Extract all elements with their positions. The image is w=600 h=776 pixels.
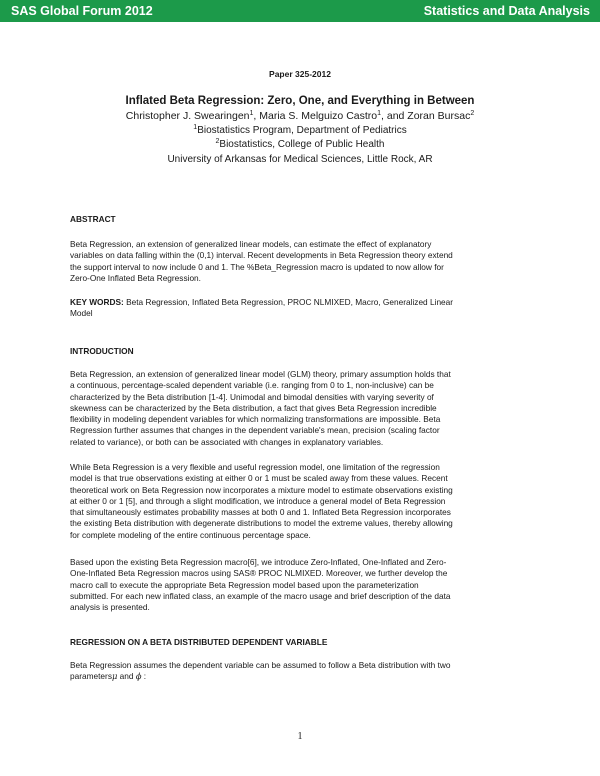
author-affiliation-mark: 1: [249, 110, 254, 117]
text-line: macro call to execute the appropriate Beta Regression model based upon the parameterization: [70, 579, 419, 590]
text-line: model is that true observations existing at either 0 or 1 must be scaled away from these values. Recent: [70, 473, 448, 484]
phi-symbol: ϕ: [135, 671, 142, 682]
text-line: [70, 297, 530, 308]
author-name: , Maria S. Melguizo Castro: [253, 110, 378, 122]
text-line: variables on data falling within the (0,1) interval. Recent developments in Beta Regression theory extend: [70, 250, 453, 261]
affiliation-text: Biostatistics Program, Department of Pediatrics: [197, 125, 407, 136]
section-name: Statistics and Data Analysis: [423, 4, 590, 18]
keywords-text: Beta Regression, Inflated Beta Regression, PROC NLMIXED, Macro, Generalized Linear: [123, 297, 454, 307]
regression-paragraph: [70, 660, 530, 683]
page-number: 1: [297, 731, 303, 742]
text-line: Beta Regression assumes the dependent variable can be assumed to follow a Beta distribution with two: [70, 660, 451, 670]
text-line: While Beta Regression is a very flexible and useful regression model, one limitation of the regression: [70, 462, 440, 472]
introduction-heading: INTRODUCTION: [70, 346, 134, 356]
abstract-paragraph: [70, 239, 530, 284]
header-banner: [0, 0, 600, 22]
text-segment: parameters: [70, 671, 112, 682]
author-name: Christopher J. Swearingen: [125, 110, 250, 122]
text-line: Beta Regression, an extension of generalized linear models, can estimate the effect of explanatory: [70, 239, 432, 249]
text-line: the existing Beta distribution with degenerate distributions to model the extreme values, thereby allowing: [70, 518, 453, 529]
abstract-heading: ABSTRACT: [70, 214, 116, 224]
text-line: for complete modeling of the entire continuous percentage space.: [70, 529, 311, 540]
text-line: Model: [70, 308, 93, 319]
author-affiliation-mark: 2: [470, 110, 475, 117]
text-line: a continuous, percentage-scaled dependent variable (i.e. ranging from 0 to 1, non-inclusive) can be: [70, 380, 434, 391]
affiliation-1: [0, 125, 600, 136]
text-line: [70, 671, 530, 682]
text-line: One-Inflated Beta Regression macros using SAS® PROC NLMIXED. Moreover, we further develop the: [70, 568, 448, 579]
affiliation-3: University of Arkansas for Medical Sciences, Little Rock, AR: [167, 154, 433, 165]
introduction-paragraph-3: [70, 557, 530, 613]
paper-number: Paper 325-2012: [269, 69, 331, 79]
text-line: theoretical work on Beta Regression now incorporates a mixture model to estimate observations existing: [70, 484, 453, 495]
text-line: characterized by the Beta distribution [1-4]. Unimodal and bimodal densities with varying severity of: [70, 391, 434, 402]
author-affiliation-mark: 1: [377, 110, 382, 117]
affiliation-mark: 1: [193, 124, 198, 131]
text-segment: and: [117, 671, 136, 682]
introduction-paragraph-2: [70, 462, 530, 541]
text-line: related to variance), or both can be associated with changes in explanatory variables.: [70, 436, 384, 447]
keywords-label: KEY WORDS:: [70, 297, 124, 307]
keywords-paragraph: [70, 297, 530, 320]
text-line: the support interval to now include 0 and 1. The %Beta_Regression macro is updated to now allow for: [70, 261, 444, 272]
text-line: that simultaneously estimates probability masses at both 0 and 1. Inflated Beta Regression incorporates: [70, 507, 451, 518]
affiliation-text: Biostatistics, College of Public Health: [219, 139, 385, 150]
text-line: Zero-One Inflated Beta Regression.: [70, 272, 201, 283]
introduction-paragraph-1: [70, 369, 530, 448]
text-line: Regression further assumes that changes in the dependent variable's mean, precision (scaling factor: [70, 425, 440, 436]
text-line: Beta Regression, an extension of generalized linear model (GLM) theory, primary assumption holds that: [70, 369, 451, 379]
author-name: , and Zoran Bursac: [381, 110, 471, 122]
text-line: analysis is presented.: [70, 602, 150, 613]
text-line: flexibility in modeling dependent variables for which normalizing transformations are impossible. Beta: [70, 414, 441, 425]
text-segment: :: [141, 671, 147, 682]
mu-symbol: μ: [111, 671, 118, 682]
text-line: submitted. For each new inflated class, an example of the macro usage and brief description of the data: [70, 590, 451, 601]
author-line: [0, 110, 600, 122]
text-line: at either 0 or 1 [5], and through a slight modification, we introduce a general model of Beta Regression: [70, 495, 446, 506]
text-line: Based upon the existing Beta Regression macro[6], we introduce Zero-Inflated, One-Inflated and Zero-: [70, 557, 447, 567]
affiliation-mark: 2: [215, 138, 220, 145]
paper-title: Inflated Beta Regression: Zero, One, and Everything in Between: [125, 95, 475, 107]
affiliation-2: [0, 139, 600, 150]
regression-heading: REGRESSION ON A BETA DISTRIBUTED DEPENDENT VARIABLE: [70, 637, 328, 647]
text-line: skewness can be characterized by the Beta distribution, a fact that gives Beta Regression incredible: [70, 402, 437, 413]
conference-name: SAS Global Forum 2012: [11, 4, 153, 18]
